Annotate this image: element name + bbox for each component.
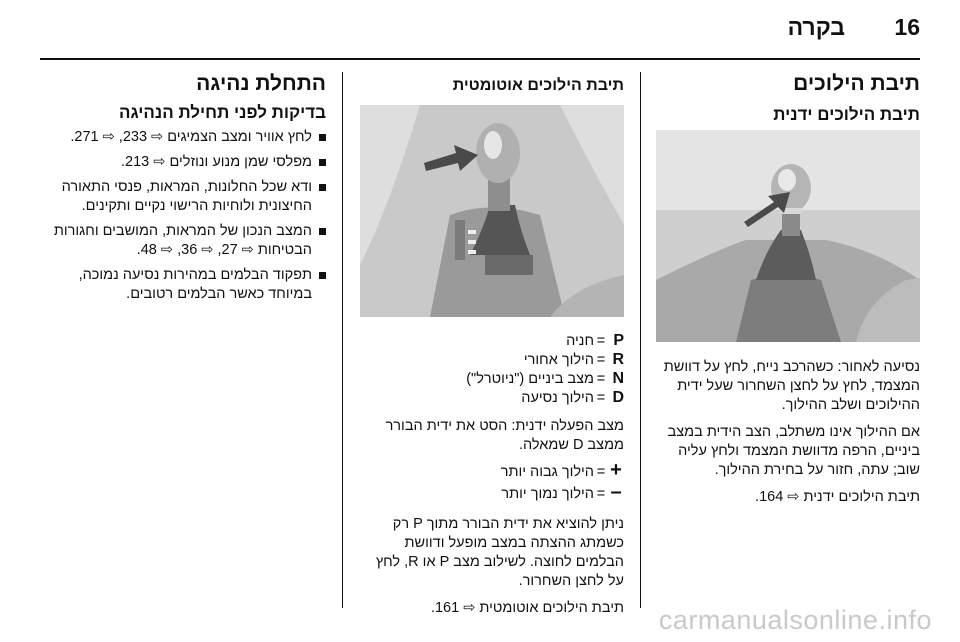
subheading-manual: תיבת הילוכים ידנית <box>773 105 920 124</box>
column-manual-transmission <box>656 72 920 507</box>
automatic-gear-selector-photo <box>360 105 624 317</box>
position-description: מצב ביניים ("ניוטרל") <box>466 371 594 387</box>
section-heading-transmission: תיבת הילוכים <box>793 72 920 95</box>
position-description: חניה <box>566 333 594 349</box>
list-item: ודא שכל החלונות, המראות, פנסי התאורה החיצונית ולוחיות הרישוי נקיים ותקינים. <box>40 178 326 216</box>
section-title: בקרה <box>787 14 845 40</box>
paragraph-manual-mode: מצב הפעלה ידנית: הסט את ידית הבורר ממצב D שמאלה. <box>385 418 624 453</box>
position-letter: R <box>612 351 624 368</box>
paragraph-release: ניתן להוציא את ידית הבורר מתוך P רק כשמתג ההצתה במצב מופעל ודוושת הבלמים לחוצה. לשילוב מצב P או R, לחץ על לחצן השחרור. <box>375 516 624 589</box>
manual-gear-lever-photo <box>656 130 920 342</box>
shift-row-down: – = הילוך נמוך יותר <box>358 483 624 505</box>
checklist <box>40 128 326 304</box>
list-item: המצב הנכון של המראות, המושבים וחגורות הבטיחות ⇨ 27, ⇨ 36, ⇨ 48. <box>40 222 326 260</box>
plus-icon: + <box>610 459 622 481</box>
shift-description: הילוך נמוך יותר <box>501 486 594 502</box>
position-description: הילוך אחורי <box>523 352 594 368</box>
shift-row-up: + = הילוך גבוה יותר <box>358 461 624 483</box>
position-letter: D <box>612 389 624 406</box>
column-divider-right <box>640 72 641 608</box>
position-row-p: P = חניה <box>566 332 624 349</box>
list-item: תפקוד הבלמים במהירות נסיעה נמוכה, במיוחד כאשר הבלמים רטובים. <box>40 266 326 304</box>
shift-description: הילוך גבוה יותר <box>500 464 594 480</box>
position-letter: P <box>613 332 624 349</box>
subheading-checks: בדיקות לפני תחילת הנהיגה <box>119 103 326 122</box>
paragraph-not-engaged: אם ההילוך אינו משתלב, הצב הידית במצב ביניים, הרפה מדוושת המצמד ולחץ עליה שוב; עתה, חזור על בחירת ההילוך. <box>667 424 920 478</box>
list-item: מפלסי שמן מנוע ונוזלים ⇨ 213. <box>40 153 326 172</box>
list-item: לחץ אוויר ומצב הצמיגים ⇨ 233, ⇨ 271. <box>40 128 326 147</box>
section-heading-driving: התחלת נהיגה <box>196 72 326 95</box>
watermark: carmanualsonline.info <box>658 605 932 635</box>
minus-icon: – <box>610 481 622 503</box>
column-automatic-transmission <box>358 72 624 618</box>
position-description: הילוך נסיעה <box>521 390 594 406</box>
position-letter: N <box>612 370 624 387</box>
heading-automatic: תיבת הילוכים אוטומטית <box>452 77 624 94</box>
reference-automatic: תיבת הילוכים אוטומטית ⇨ 161. <box>430 600 624 616</box>
position-row-n: N = מצב ביניים ("ניוטרל") <box>466 370 624 387</box>
header-divider <box>40 58 920 60</box>
paragraph-reverse: נסיעה לאחור: כשהרכב נייח, לחץ על דוושת המצמד, לחץ על לחצן השחרור שעל ידית ההילוכים ושלב ההילוך. <box>663 359 920 413</box>
reference-manual: תיבת הילוכים ידנית ⇨ 164. <box>755 489 920 505</box>
page-number: 16 <box>894 14 920 40</box>
column-divider-left <box>342 72 343 608</box>
position-row-r: R = הילוך אחורי <box>523 351 624 368</box>
position-row-d: D = הילוך נסיעה <box>521 389 624 406</box>
column-driving-start <box>40 72 326 310</box>
